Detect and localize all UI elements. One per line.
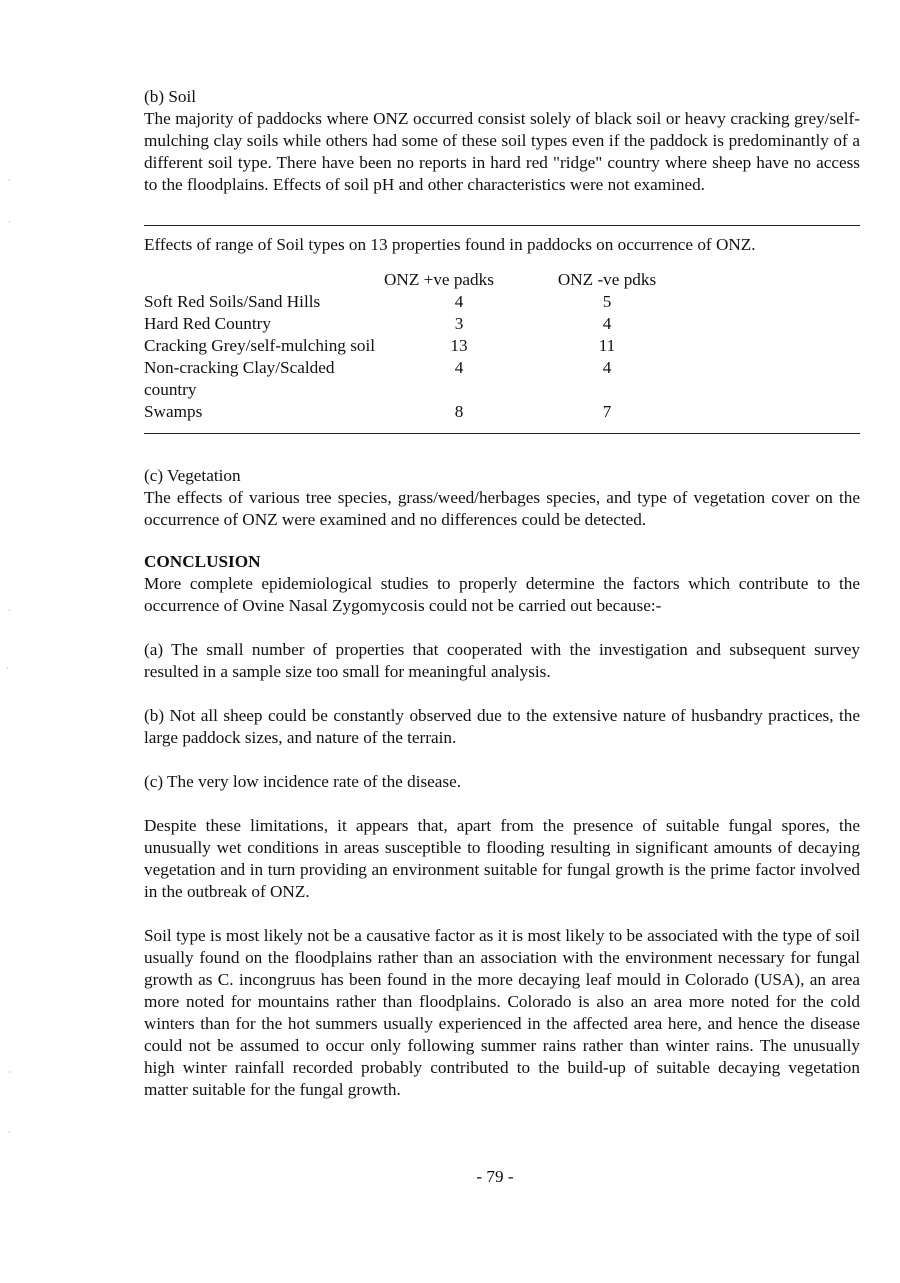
positive-count-cell: 3 (454, 314, 464, 333)
spacer (144, 903, 860, 925)
conclusion-heading: CONCLUSION (144, 552, 261, 571)
soil-type-cell: Non-cracking Clay/Scalded country (144, 358, 335, 399)
conclusion-point-b: (b) Not all sheep could be constantly observed due to the extensive nature of husbandry practices, the large paddock sizes, and nature of the terrain. (144, 706, 860, 747)
negative-count-cell: 4 (602, 358, 612, 377)
table-row (144, 401, 680, 423)
negative-column-header: ONZ -ve pdks (557, 270, 657, 289)
scan-speck: · (6, 664, 9, 673)
soil-column-header (144, 269, 384, 291)
conclusion-point-c: (c) The very low incidence rate of the disease. (144, 772, 462, 791)
soil-type-cell: Soft Red Soils/Sand Hills (144, 292, 321, 311)
soil-heading: (b) Soil (144, 87, 197, 106)
conclusion-paragraph-1: Despite these limitations, it appears that, apart from the presence of suitable fungal spores, the unusually wet conditions in areas susceptible to flooding resulting in significant amounts of decaying vegetation and in turn providing an environment suitable for fungal growth is the prime factor involved in the outbreak of ONZ. (144, 816, 860, 901)
spacer (144, 531, 860, 551)
soil-type-cell: Hard Red Country (144, 314, 271, 333)
spacer (144, 683, 860, 705)
table-caption: Effects of range of Soil types on 13 properties found in paddocks on occurrence of ONZ. (144, 235, 756, 254)
table-row (144, 335, 680, 357)
conclusion-paragraph-2: Soil type is most likely not be a causative factor as it is most likely to be associated with the type of soil usually found on the floodplains rather than an association with the environment necessary for fungal growth as C. incongruus has been found in the more decaying leaf mould in Colorado (USA), an area more noted for mountains rather than floodplains. Colorado is also an area more noted for the cold winters than for the hot summers usually experienced in the affected area here, and hence the disease could not be assumed to occur only following summer rains rather than winter rains. The unusually high winter rainfall recorded probably contributed to the build-up of suitable decaying vegetation matter suitable for the fungal growth. (144, 926, 860, 1099)
page-number: - 79 - (476, 1167, 514, 1186)
vegetation-paragraph: The effects of various tree species, grass/weed/herbages species, and type of vegetation cover on the occurrence of ONZ were examined and no differences could be detected. (144, 488, 860, 529)
conclusion-intro: More complete epidemiological studies to properly determine the factors which contribute to the occurrence of Ovine Nasal Zygomycosis could not be carried out because:- (144, 574, 860, 615)
positive-count-cell: 4 (454, 358, 464, 377)
table-bottom-rule (144, 433, 860, 434)
soil-paragraph: The majority of paddocks where ONZ occurred consist solely of black soil or heavy cracking grey/self-mulching clay soils while others had some of these soil types even if the paddock is predominantly of a different soil type. There have been no reports in hard red "ridge" country where sheep have no access to the floodplains. Effects of soil pH and other characteristics were not examined. (144, 109, 860, 194)
spacer (144, 749, 860, 771)
soil-type-cell: Swamps (144, 402, 203, 421)
table-row (144, 357, 680, 401)
scan-speck: · (8, 1068, 11, 1077)
positive-count-cell: 4 (454, 292, 464, 311)
positive-count-cell: 13 (450, 336, 468, 355)
scan-speck: · (8, 1128, 11, 1137)
positive-count-cell: 8 (454, 402, 464, 421)
table-row (144, 291, 680, 313)
table-top-rule (144, 225, 860, 226)
spacer (144, 793, 860, 815)
document-page (144, 86, 860, 1101)
spacer (144, 617, 860, 639)
scan-speck: · (8, 218, 11, 227)
vegetation-heading: (c) Vegetation (144, 466, 241, 485)
scan-speck: · (8, 606, 11, 615)
table-row (144, 313, 680, 335)
negative-count-cell: 7 (602, 402, 612, 421)
negative-count-cell: 11 (598, 336, 616, 355)
table-header-row (144, 269, 680, 291)
negative-count-cell: 4 (602, 314, 612, 333)
negative-count-cell: 5 (602, 292, 612, 311)
scan-speck: · (8, 176, 11, 185)
conclusion-point-a: (a) The small number of properties that cooperated with the investigation and subsequent survey resulted in a sample size too small for meaningful analysis. (144, 640, 860, 681)
soil-type-cell: Cracking Grey/self-mulching soil (144, 336, 376, 355)
positive-column-header: ONZ +ve padks (384, 270, 494, 289)
soil-type-table (144, 269, 680, 423)
